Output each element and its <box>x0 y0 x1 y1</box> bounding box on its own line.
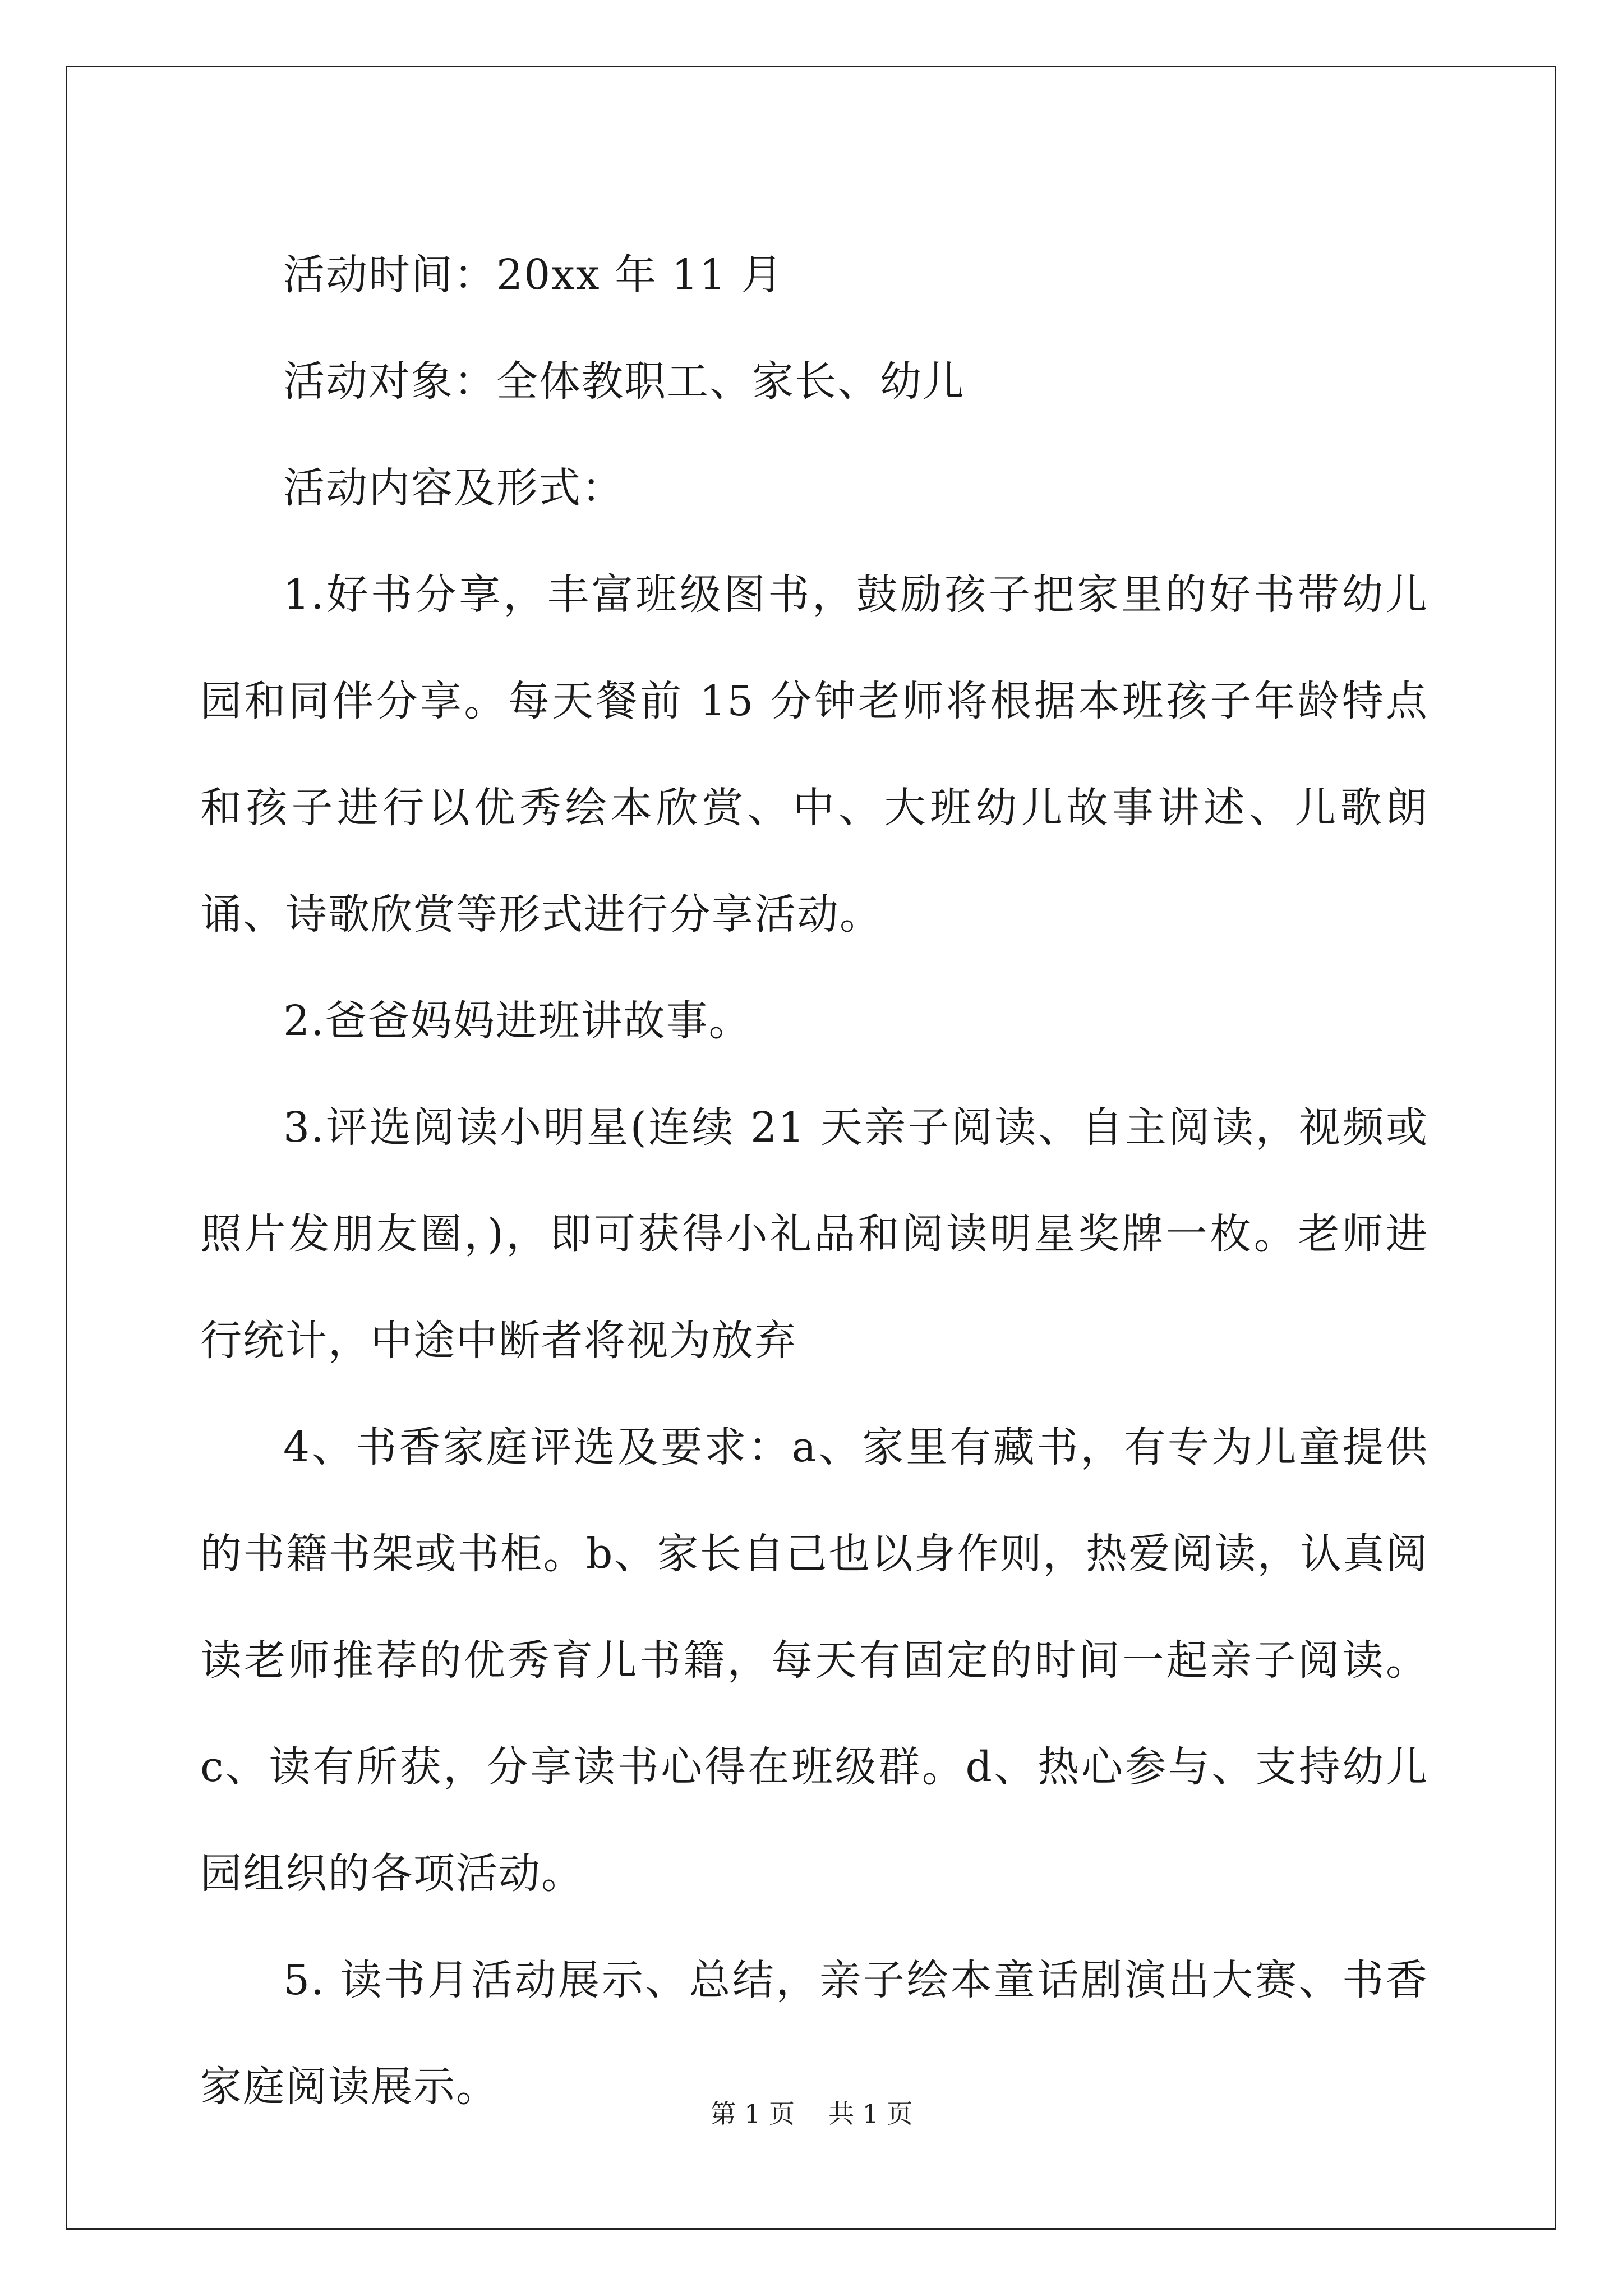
paragraph-item-4: 4、书香家庭评选及要求：a、家里有藏书，有专为儿童提供的书籍书架或书柜。b、家长自己也以身作则，热爱阅读，认真阅读老师推荐的优秀育儿书籍，每天有固定的时间一起亲子阅读。c、读有所获，分享读书心得在班级群。d、热心参与、支持幼儿园组织的各项活动。 <box>200 1423 1428 1898</box>
paragraph-item-1: 1.好书分享，丰富班级图书，鼓励孩子把家里的好书带幼儿园和同伴分享。每天餐前 15 分钟老师将根据本班孩子年龄特点和孩子进行以优秀绘本欣赏、中、大班幼儿故事讲述、儿歌朗诵、诗歌欣赏等形式进行分享活动。 <box>200 570 1428 938</box>
page-footer <box>0 2093 1623 2131</box>
paragraph-activity-target: 活动对象：全体教职工、家长、幼儿 <box>283 357 965 406</box>
paragraph-activity-time: 活动时间：20xx 年 11 月 <box>283 251 784 299</box>
page-number-current: 第 1 页 <box>710 2099 795 2129</box>
page-number-total: 共 1 页 <box>828 2099 913 2129</box>
paragraph-item-2: 2.爸爸妈妈进班讲故事。 <box>283 997 751 1045</box>
paragraph-activity-content-heading: 活动内容及形式： <box>283 464 624 512</box>
paragraph-item-5: 5. 读书月活动展示、总结，亲子绘本童话剧演出大赛、书香家庭阅读展示。 <box>200 1956 1428 2111</box>
document-body <box>200 222 1428 2140</box>
paragraph-item-3: 3.评选阅读小明星(连续 21 天亲子阅读、自主阅读，视频或照片发朋友圈，)，即可获得小礼品和阅读明星奖牌一枚。老师进行统计，中途中断者将视为放弃 <box>200 1103 1428 1365</box>
